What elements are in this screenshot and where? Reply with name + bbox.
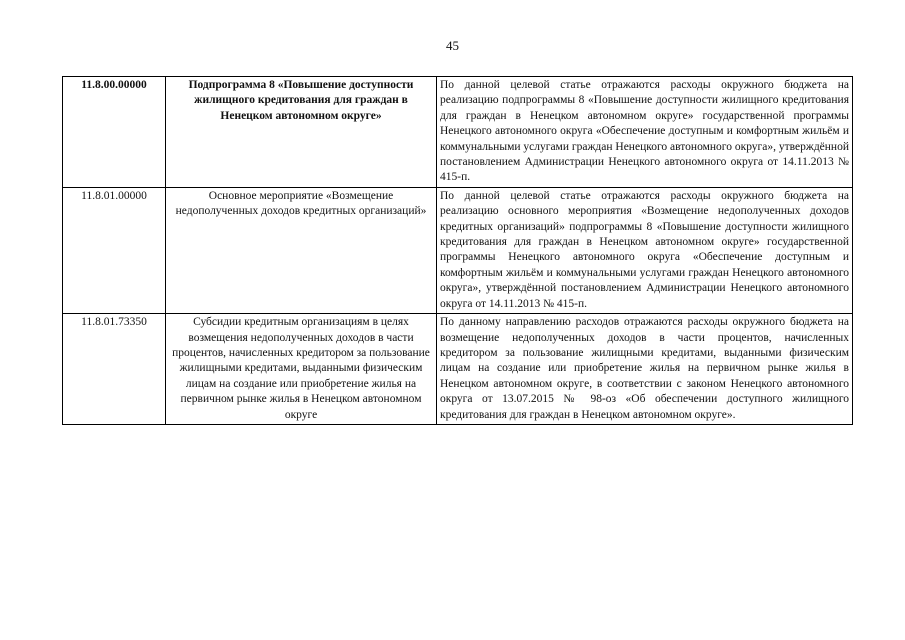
item-name-cell: Субсидии кредитным организациям в целях возмещения недополученных доходов в части процентов, начисленных кредитором за пользование жилищными кредитами, выданными физическим лицам на создание или приобретение жилья на первичном рынке жилья в Ненецком автономном округе: [166, 314, 437, 425]
item-description-cell: По данной целевой статье отражаются расходы окружного бюджета на реализацию подпрограммы 8 «Повышение доступности жилищного кредитования для граждан в Ненецком автономном округе» государственной программы Ненецкого автономного округа «Обеспечение доступным и комфортным жильём и коммунальными услугами граждан Ненецкого автономного округа», утверждённой постановлением Администрации Ненецкого автономного округа от 14.11.2013 № 415-п.: [437, 77, 853, 188]
table-row: [63, 77, 853, 188]
table-row: [63, 314, 853, 425]
item-name-cell: Подпрограмма 8 «Повышение доступности жилищного кредитования для граждан в Ненецком автономном округе»: [166, 77, 437, 188]
budget-code-cell: 11.8.01.73350: [63, 314, 166, 425]
item-name-cell: Основное мероприятие «Возмещение недополученных доходов кредитных организаций»: [166, 187, 437, 313]
budget-classification-table: [62, 76, 853, 425]
budget-code-cell: 11.8.00.00000: [63, 77, 166, 188]
page-number: 45: [446, 38, 459, 53]
item-description-cell: По данному направлению расходов отражаются расходы окружного бюджета на возмещение недополученных доходов в части процентов, начисленных кредитором за пользование жилищными кредитами, выданными физическим лицам на создание или приобретение жилья на первичном рынке жилья в Ненецком автономном округе, в соответствии с законом Ненецкого автономного округа от 13.07.2015 № 98-оз «Об обеспечении доступного жилищного кредитования для граждан в Ненецком автономном округе».: [437, 314, 853, 425]
table-row: [63, 187, 853, 313]
budget-code-cell: 11.8.01.00000: [63, 187, 166, 313]
item-description-cell: По данной целевой статье отражаются расходы окружного бюджета на реализацию основного мероприятия «Возмещение недополученных доходов кредитных организаций» подпрограммы 8 «Повышение доступности жилищного кредитования для граждан в Ненецком автономном округе» государственной программы Ненецкого автономного округа «Обеспечение доступным и комфортным жильём и коммунальными услугами граждан Ненецкого автономного округа», утверждённой постановлением Администрации Ненецкого автономного округа от 14.11.2013 № 415-п.: [437, 187, 853, 313]
